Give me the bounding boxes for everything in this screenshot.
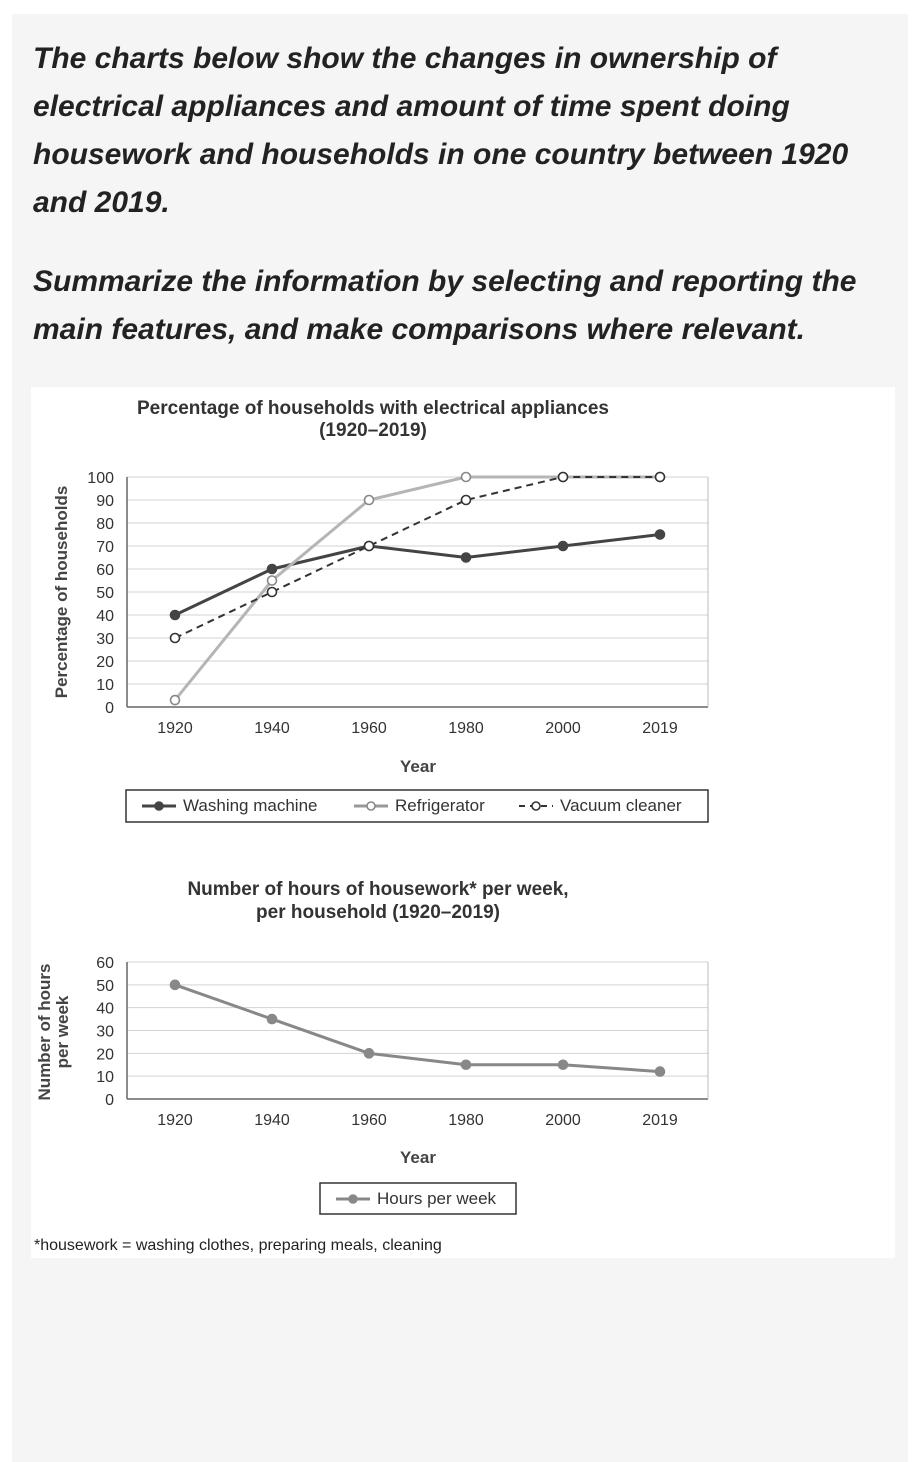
data-point-vacuum-cleaner [559,473,568,482]
legend-label: Refrigerator [395,796,485,815]
chart1-subtitle: (1920–2019) [319,420,427,441]
chart2-y-axis-title-line1: Number of hours [35,963,54,1101]
legend-swatch-marker [532,802,540,810]
x-tick-label: 1940 [254,1112,290,1129]
y-tick-label: 60 [96,955,114,972]
data-point-washing-machine [462,553,471,562]
x-tick-label: 1920 [157,720,193,737]
x-tick-label: 2019 [642,1112,678,1129]
data-point-vacuum-cleaner [462,496,471,505]
data-point-hours-per-week [462,1060,471,1069]
chart1-plot [87,470,708,737]
legend-swatch-marker [349,1195,357,1203]
chart2-title: Number of hours of housework* per week, [187,879,569,900]
chart1-y-axis-title: Percentage of households [52,485,71,699]
chart2-y-axis-title-line2: per week [53,995,72,1069]
legend-label: Vacuum cleaner [560,796,682,815]
y-tick-label: 70 [96,539,114,556]
data-point-hours-per-week [171,980,180,989]
y-tick-label: 0 [105,1092,114,1109]
data-point-washing-machine [559,542,568,551]
task-description: The charts below show the changes in ownership of electrical appliances and amount of time spent doing housework and households in one country between 1920 and 2019. [33,42,849,219]
data-point-vacuum-cleaner [171,634,180,643]
series-line-hours-per-week [175,985,660,1072]
x-tick-label: 1980 [448,1112,484,1129]
chart1-legend [126,790,708,822]
chart2-x-axis-title: Year [400,1148,436,1167]
chart-figure [31,387,895,1258]
x-tick-label: 1980 [448,720,484,737]
x-tick-label: 2019 [642,720,678,737]
data-point-vacuum-cleaner [268,588,277,597]
x-tick-label: 2000 [545,1112,581,1129]
y-tick-label: 10 [96,677,114,694]
footnote: *housework = washing clothes, preparing meals, cleaning [34,1237,442,1254]
data-point-refrigerator [268,576,277,585]
y-tick-label: 20 [96,1046,114,1064]
y-tick-label: 50 [96,977,114,995]
legend-label: Washing machine [183,796,318,815]
y-tick-label: 30 [96,1023,114,1041]
y-tick-label: 10 [96,1069,114,1087]
chart2-subtitle: per household (1920–2019) [256,902,500,923]
legend-swatch-marker [155,802,163,810]
x-tick-label: 2000 [545,720,581,737]
y-tick-label: 100 [87,470,114,487]
data-point-vacuum-cleaner [365,542,374,551]
y-tick-label: 90 [96,493,114,510]
data-point-hours-per-week [365,1049,374,1058]
data-point-hours-per-week [268,1015,277,1024]
y-tick-label: 50 [96,585,114,602]
series-line-refrigerator [175,477,660,700]
data-point-refrigerator [171,696,180,705]
x-tick-label: 1920 [157,1112,193,1129]
data-point-washing-machine [171,611,180,620]
charts-svg [31,387,895,1258]
x-tick-label: 1960 [351,720,387,737]
task-instruction: Summarize the information by selecting and reporting the main features, and make comparisons where relevant. [33,265,857,346]
data-point-washing-machine [656,530,665,539]
y-tick-label: 60 [96,562,114,579]
y-tick-label: 0 [105,700,114,717]
series-line-vacuum-cleaner [175,477,660,638]
data-point-refrigerator [365,496,374,505]
x-tick-label: 1940 [254,720,290,737]
chart2-legend [320,1183,516,1214]
chart2-plot [96,955,708,1129]
y-tick-label: 40 [96,608,114,625]
data-point-hours-per-week [559,1060,568,1069]
y-tick-label: 80 [96,516,114,533]
data-point-refrigerator [462,473,471,482]
chart1-x-axis-title: Year [400,757,436,776]
y-tick-label: 30 [96,631,114,648]
data-point-vacuum-cleaner [656,473,665,482]
y-tick-label: 40 [96,1000,114,1018]
chart1-title: Percentage of households with electrical appliances [137,398,609,419]
x-tick-label: 1960 [351,1112,387,1129]
y-tick-label: 20 [96,654,114,671]
data-point-hours-per-week [656,1067,665,1076]
legend-label: Hours per week [377,1189,497,1208]
series-line-washing-machine [175,535,660,616]
legend-swatch-marker [367,802,375,810]
data-point-washing-machine [268,565,277,574]
